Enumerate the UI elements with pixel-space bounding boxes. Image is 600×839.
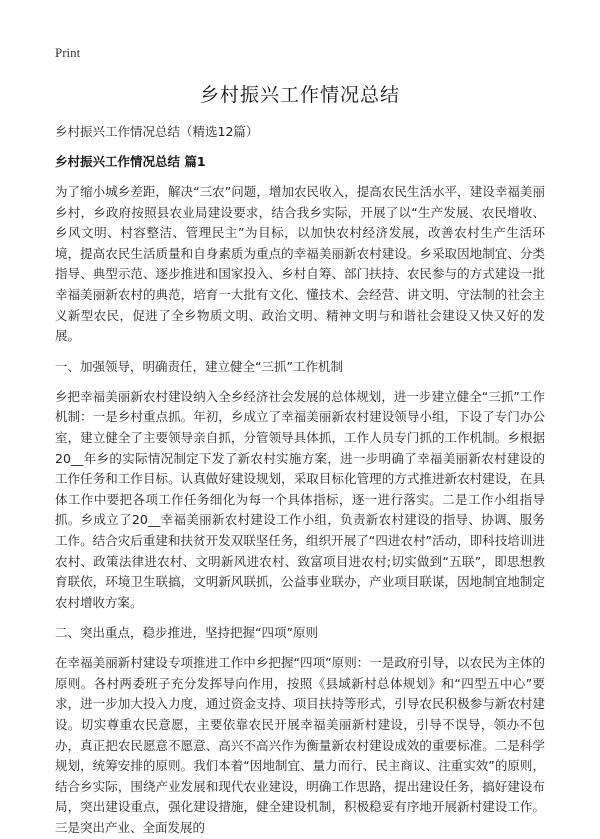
print-label: Print [55, 45, 81, 60]
paragraph-intro: 为了缩小城乡差距，解决“三农”问题，增加农民收入，提高农民生活水平，建设幸福美丽乡村，乡政府按照县农业局建设要求，结合我乡实际，开展了以“生产发展、农民增收、乡风文明、村容整洁、管理民主”为目标，以加快农村经济发展，改善农村生产生活环境，提高农民生活质量和自身素质为重点的幸福美丽新农村建设。乡采取因地制宜、分类指导、典型示范、逐步推进和国家投入、乡村自筹、部门扶持、农民参与的方式建设一批幸福美丽新农村的典范，培育一大批有文化、懂技术、会经营、讲文明、守法制的社会主义新型农民，促进了全乡物质文明、政治文明、精神文明与和谐社会建设又快又好的发展。 [55, 184, 545, 344]
paragraph-principles: 在幸福美丽新村建设专项推进工作中乡把握“四项”原则：一是政府引导，以农民为主体的原则。各村两委班子充分发挥导向作用，按照《县域新村总体规划》和“四型五中心”要求，进一步加大投入力度，通过资金支持、项目扶持等形式，引导农民积极参与新农村建设。切实尊重农民意愿，主要依靠农民开展幸福美丽新村建设，引导不误导，领办不包办，真正把农民愿意不愿意、高兴不高兴作为衡量新农村建设成效的重要标准。二是科学规划，统筹安排的原则。我们本着“因地制宜、量力而行、民主商议、注重实效”的原则，结合乡实际，围绕产业发展和现代农业建设，明确工作思路，提出建设任务，搞好建设布局，突出建设重点，强化建设措施，健全建设机制，积极稳妥有序地开展新村建设工作。三是突出产业、全面发展的 [55, 655, 545, 836]
subheading-principles: 二、突出重点，稳步推进，坚持把握“四项”原则 [55, 625, 318, 641]
subheading-leadership: 一、加强领导，明确责任，建立健全“三抓”工作机制 [55, 358, 343, 374]
paragraph-leadership: 乡把幸福美丽新农村建设纳入全乡经济社会发展的总体规划，进一步建立健全“三抓”工作机制：一是乡村重点抓。年初，乡成立了幸福美丽新农村建设领导小组，下设了专门办公室，建立健全了主要领导亲自抓，分管领导具体抓，工作人员专门抓的工作机制。乡根据20__年乡的实际情况制定下发了新农村实施方案，进一步明确了幸福美丽新农村建设的工作任务和工作目标。认真做好建设规划，采取目标化管理的方式推进新农村建设，在具体工作中要把各项工作任务细化为每一个具体指标，逐一进行落实。二是工作小组指导抓。乡成立了20__幸福美丽新农村建设工作小组，负责新农村建设的指导、协调、服务工作。结合灾后重建和扶贫开发双联坚任务，组织开展了“四进农村”活动，即科技培训进农村、政策法律进农村、文明新风进农村、致富项目进农村;切实做到“五联”，即思想教育联依，环境卫生联搞，文明新风联抓，公益事业联办，产业项目联谋，因地制宜地制定农村增收方案。 [55, 388, 545, 610]
section-heading: 乡村振兴工作情况总结 篇1 [55, 154, 206, 169]
page-title: 乡村振兴工作情况总结 [199, 84, 400, 106]
document-subtitle: 乡村振兴工作情况总结（精选12篇） [55, 124, 259, 139]
